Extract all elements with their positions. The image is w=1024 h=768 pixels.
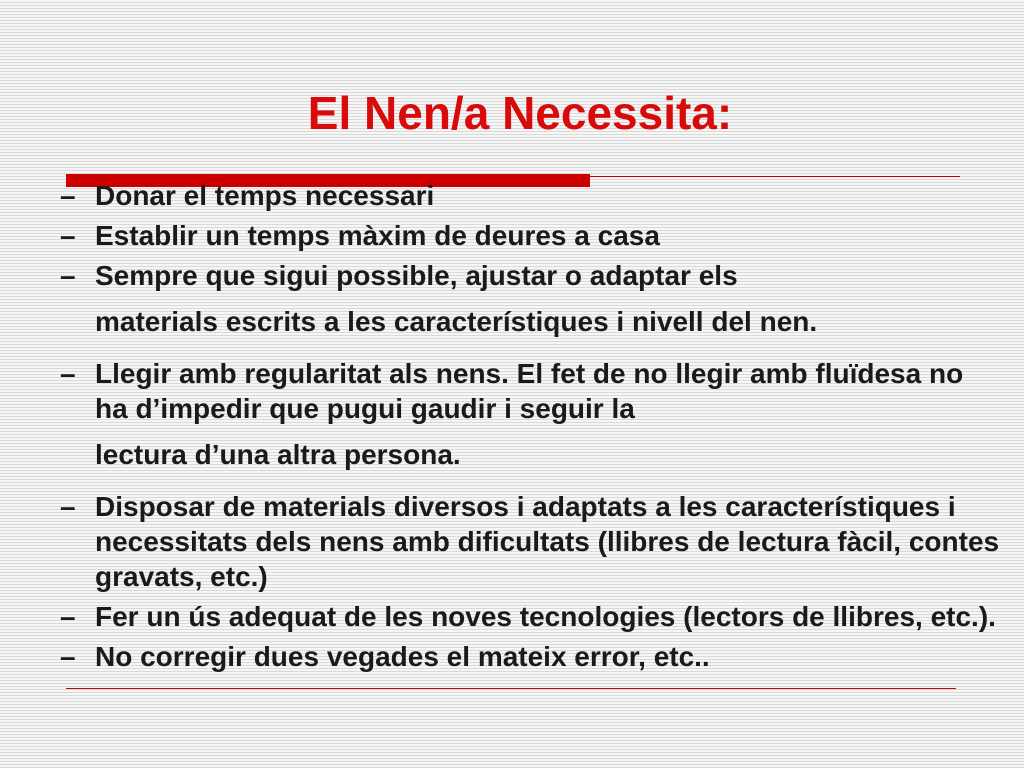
bullet-item [60,599,1000,634]
slide-title: El Nen/a Necessita: [307,87,733,139]
bullet-item [60,178,1000,213]
bullet-text: Fer un ús adequat de les noves tecnologies (lectors de llibres, etc.). [95,601,996,632]
bullet-text: No corregir dues vegades el mateix error, etc.. [95,641,710,672]
bullet-dash: – [60,358,76,389]
bullet-dash: – [60,260,76,291]
bullet-item [60,218,1000,253]
bullet-dash: – [60,220,76,251]
bullet-text: Establir un temps màxim de deures a casa [95,220,660,251]
bullet-dash: – [60,641,76,672]
bullet-text: Llegir amb regularitat als nens. El fet de no llegir amb fluïdesa no ha d’impedir que pugui gaudir i seguir la [95,358,964,424]
footer-accent-line [66,688,956,689]
bullet-list [60,178,1000,679]
bullet-text: Donar el temps necessari [95,180,435,211]
bullet-item [60,356,1000,484]
bullet-item [60,639,1000,674]
bullet-item [60,489,1000,594]
bullet-text: Disposar de materials diversos i adaptats a les característiques i necessitats dels nens amb dificultats (llibres de lectura fàcil, contes gravats, etc.) [95,491,1000,592]
bullet-text: materials escrits a les característiques i nivell del nen. [95,306,818,337]
bullet-dash: – [60,180,76,211]
bullet-dash: – [60,601,76,632]
bullet-text: Sempre que sigui possible, ajustar o adaptar els [95,260,738,291]
title-accent-line [590,176,960,177]
bullet-item [60,258,1000,351]
bullet-dash: – [60,491,76,522]
bullet-text: lectura d’una altra persona. [95,439,461,470]
